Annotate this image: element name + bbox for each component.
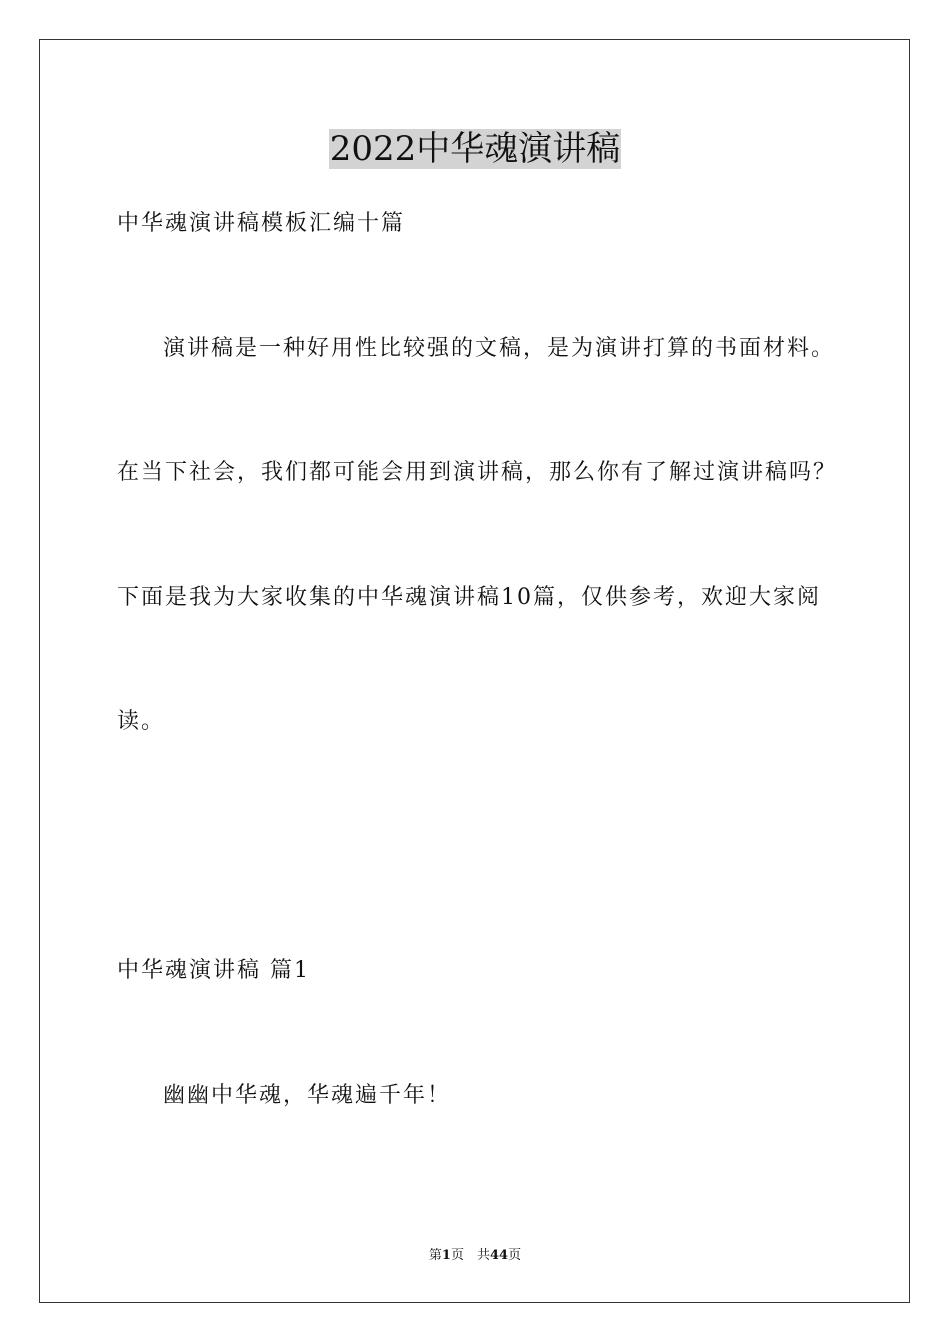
- footer-prefix: 第: [428, 1248, 442, 1263]
- footer-mid: 页 共: [450, 1248, 490, 1263]
- document-title: [0, 126, 950, 172]
- intro-line-1: 演讲稿是一种好用性比较强的文稿，是为演讲打算的书面材料。: [163, 336, 836, 361]
- footer-current-page: 1: [441, 1248, 451, 1263]
- intro-line-3: 下面是我为大家收集的中华魂演讲稿10篇，仅供参考，欢迎大家阅: [117, 585, 821, 610]
- page-footer: [0, 1247, 950, 1265]
- intro-line-4: 读。: [117, 709, 166, 734]
- footer-total-pages: 44: [489, 1248, 509, 1263]
- document-subtitle: 中华魂演讲稿模板汇编十篇: [117, 211, 406, 236]
- footer-suffix: 页: [508, 1248, 522, 1263]
- section-first-line: 幽幽中华魂，华魂遍千年！: [163, 1083, 452, 1108]
- section-heading: 中华魂演讲稿 篇1: [117, 958, 310, 983]
- title-text: 2022中华魂演讲稿: [329, 129, 621, 169]
- intro-line-2: 在当下社会，我们都可能会用到演讲稿，那么你有了解过演讲稿吗？: [117, 460, 838, 485]
